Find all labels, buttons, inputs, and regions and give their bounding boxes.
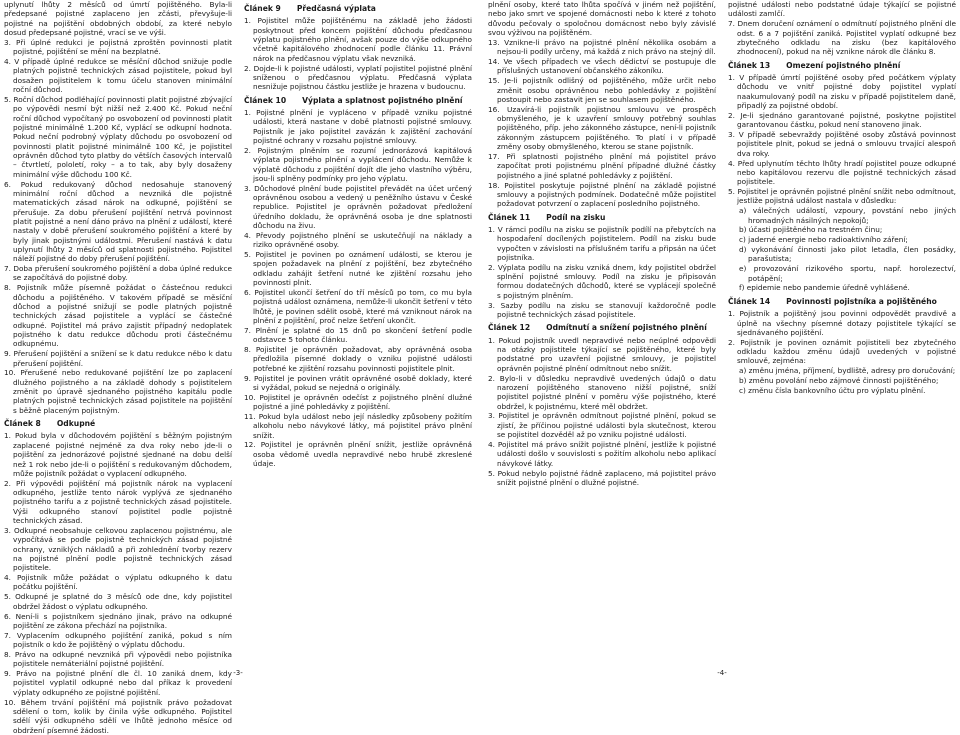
numbered-paragraph: 1. Pojistné plnění je vypláceno v případě vzniku pojistné události, která nastane v době platnosti pojistné smlouvy. Pojistník je jako pojistitel zavázán k zajištění zachování pojistné ochrany v rozsahu pojistné smlouvy. <box>244 107 472 145</box>
numbered-paragraph: 2. Při výpovědi pojištění má pojistník nárok na vyplacení odkupného, jestliže tento nárok vyplývá ze sjednaného pojistného tarifu a z pojistně technických zásad pojistitele. Výši odkupného stanoví pojistitel podle pojistně technických zásad. <box>4 478 232 526</box>
numbered-paragraph: 7. Doba přerušení soukromého pojištění a doba úplné redukce se započítává do pojistné doby. <box>4 264 232 283</box>
numbered-paragraph: 2. Je-li sjednáno garantované pojistné, poskytne pojistitel garantovanou částku, pokud není stanoveno jinak. <box>728 110 956 130</box>
article-title: Podíl na zisku <box>546 212 606 222</box>
numbered-paragraph: 2. Dojde-li k pojistné události, vyplatí pojistitel pojistné plnění sníženou o předčasnou výplatu. Předčasná výplata nesnižuje pojistnou částku jestliže je hrazena v budoucnu. <box>244 63 472 92</box>
numbered-paragraph: 7. Plnění je splatné do 15 dnů po skončení šetření podle odstavce 5 tohoto článku. <box>244 325 472 345</box>
numbered-paragraph: 4. V případě úplné redukce se měsíční důchod snižuje podle platných pojistně technických zásad pojistitele, pokud byl dosažen pojistitelem k tomu účelu stanoven minimální roční důchod. <box>4 57 232 95</box>
numbered-paragraph: 11. Pokud byla událost nebo její následky způsobeny požitím alkoholu nebo návykové látky, má pojistitel právo plnění snížit. <box>244 411 472 440</box>
numbered-paragraph: a) změnu jména, příjmení, bydliště, adresy pro doručování; <box>739 366 956 376</box>
article-title: Výplata a splatnost pojistného plnění <box>302 95 463 105</box>
numbered-paragraph: 9. Pojistitel je povinen vrátit oprávněné osobě doklady, které si vyžádal, pokud se nejedná o originály. <box>244 373 472 392</box>
article-title: Odmítnutí a snížení pojistného plnění <box>546 323 707 333</box>
paragraph: uplynutí lhůty 2 měsíců od úmrtí pojištěného. Byla-li předepsané pojistné zaplaceno jen zčásti, převyšuje-li pojistné na pojištění obdobných období, za které nebylo dosud předepsané pojistné, vrací se ve výši. <box>4 0 232 38</box>
numbered-paragraph: 9. Přerušení pojištění a snížení se k datu redukce něbo k datu přerušení pojištění. <box>4 349 232 368</box>
left-page-column-2 <box>244 0 472 662</box>
article-title: Odkupné <box>56 419 96 429</box>
article-heading <box>728 61 956 70</box>
article-heading <box>244 4 472 13</box>
numbered-paragraph: 1. Pojistník a pojištěný jsou povinni odpovědět pravdivě a úplně na všechny písemné dotazy pojistitele týkající se sjednávaného pojištění. <box>728 309 956 337</box>
numbered-paragraph: 3. Při úplné redukci je pojistná zproštěn povinnosti platit pojistné, pojištění se mění na bezplatné. <box>4 37 232 57</box>
article-number: Článek 10 <box>244 95 287 105</box>
numbered-paragraph: 14. Ve všech případech ve všech dědictví se postupuje dle příslušných ustanovení občanského zákoníku. <box>488 57 716 76</box>
numbered-paragraph: 13. Vznikne-li právo na pojistné plnění několika osobám a nejsou-li podíly určeny, má každá z nich právo na stejný díl. <box>488 37 716 57</box>
article-heading <box>4 419 232 428</box>
numbered-paragraph: 3. Pojistitel je oprávněn odmítnout pojistné plnění, pokud se zjistí, že příčinou pojistné události byla skutečnost, kterou se pojistitel dozvěděl až po vzniku pojistné události. <box>488 411 716 440</box>
numbered-paragraph: 4. Před uplynutím těchto lhůty hradí pojistitel pouze odkupné nebo kapitálovou rezervu dle pojistně technických zásad pojistitele. <box>728 158 956 187</box>
article-number: Článek 12 <box>488 323 531 333</box>
article-number: Článek 8 <box>4 419 41 429</box>
numbered-paragraph: 1. Pojistitel může pojištěnému na základě jeho žádosti poskytnout před koncem pojištění důchodu předčasnou výplatu pojistného plnění, avšak pouze do výše odkupného včetně kapitálového zhodnocení podle článku 11. Právní nárok na předčasnou výplatu však nevzniká. <box>244 16 472 63</box>
numbered-paragraph: 7. Vyplacením odkupného pojištění zaniká, pokud s ním pojistník o kdo že pojištěný o výplatu důchodu. <box>4 630 232 650</box>
page-number: -3- <box>233 669 243 677</box>
numbered-paragraph: 3. Důchodové plnění bude pojistitel převádět na účet určený oprávněnou osobou a vedený u peněžního ústavu v České republice. Pojistitel je oprávněn požadovat předložení úředního dokladu, že oprávněná osoba je dne splatnosti důchodu na živu. <box>244 183 472 231</box>
numbered-paragraph: 4. Převody pojistného plnění se uskutečňují na náklady a riziko oprávněné osoby. <box>244 230 472 250</box>
numbered-paragraph: 8. Právo na odkupné nevzniká při výpovědi nebo pojistníka pojistitele nemáteriální pojistné pojištění. <box>4 649 232 669</box>
numbered-paragraph: 7. Dnem doručení oznámení o odmítnutí pojistného plnění dle odst. 6 a 7 pojištění zaniká. Pojistitel vyplatí odkupné bez zbytečného odkladu na zisku (bez kapitálového zhodnocení), pokud na něj vznikne nárok dle článku 8. <box>728 19 956 57</box>
paragraph: pojistné události nebo podstatné údaje týkající se pojistné události zamlčí. <box>728 0 956 19</box>
left-page-column-1 <box>4 0 232 735</box>
numbered-paragraph: 2. Výplata podílu na zisku vzniká dnem, kdy pojistitel obdržel splnění pojistné smlouvy. Podíl na zisku je připisován formou dodatečných důchodů, které se vyplácejí společně s pojistným plněním. <box>488 262 716 300</box>
numbered-paragraph: 17. Při splatnosti pojistného plnění má pojistitel právo započítat proti pojistnému plnění případné dlužné částky pojistného a jiné splatné pohledávky z pojištění. <box>488 152 716 180</box>
article-number: Článek 13 <box>728 60 771 70</box>
numbered-paragraph: 3. Odkupné neobsahuje celkovou zaplacenou pojistnému, ale vypočítává se podle pojistně technických zásad pojistné ochrany, vzniklých nákladů a při zohlednění tvorby rezerv na pojistné plnění podle pojistně technických zásad pojistitele. <box>4 525 232 573</box>
numbered-paragraph: 3. V případě sebevraždy pojištěné osoby zůstává povinnost pojistitele plnit, pokud se jedná o smlouvu trvající alespoň dva roky. <box>728 129 956 158</box>
left-page <box>4 0 472 735</box>
numbered-paragraph: 2. Pojistník je povinen oznámit pojistiteli bez zbytečného odkladu každou změnu údajů uvedených v pojistné smlouvě, zejména: <box>728 337 956 366</box>
numbered-paragraph: 16. Uzavírá-li pojistník pojistnou smlouvu ve prospěch obmyšleného, je k uzavření smlouvy potřebný souhlas pojištěného, příp. jeho zákonného zástupce, není-li pojistník zákonným zástupcem pojištěného. To platí i v případě změny osoby obmyšleného, kterou se stane pojistník. <box>488 104 716 152</box>
right-page <box>488 0 956 678</box>
numbered-paragraph: 8. Pojistitel je oprávněn požadovat, aby oprávněná osoba předložila písemné doklady o vzniku pojistné události potřebné ke zjištění rozsahu povinnosti pojistitele plnit. <box>244 345 472 373</box>
numbered-paragraph: 10. Pojistitel je oprávněn odečíst z pojistného plnění dlužné pojistné a jiné pohledávky z pojištění. <box>244 392 472 412</box>
numbered-paragraph: 4. Pojistitel má právo snížit pojistné plnění, jestliže k pojistné události došlo v souvislosti s požitím alkoholu nebo aplikací návykové látky. <box>488 439 716 468</box>
numbered-paragraph: 18. Pojistitel poskytuje pojistné plnění na základě pojistné smlouvy a pojistných podmínek. Dodatečně může pojistitel požadovat potvrzení o zaplacení posledního pojistného. <box>488 180 716 209</box>
article-heading <box>244 96 472 105</box>
article-number: Článek 9 <box>244 4 281 13</box>
numbered-paragraph: 3. Sazby podílu na zisku se stanovují každoročně podle pojistně technických zásad pojistitele. <box>488 300 716 319</box>
numbered-paragraph: b) změnu povolání nebo zájmové činnosti pojištěného; <box>739 376 939 386</box>
right-page-column-2 <box>728 0 956 662</box>
page-number: -4- <box>717 669 727 677</box>
article-number: Článek 11 <box>488 212 531 222</box>
numbered-paragraph: 9. Právo na pojistné plnění dle čl. 10 zaniká dnem, kdy pojistitel vyplatil odkupné nebo dal příkaz k provedení výplaty odkupného ze pojistné pojištění. <box>4 669 232 697</box>
numbered-paragraph: b) účasti pojištěného na trestném činu; <box>739 225 883 235</box>
numbered-paragraph: f) epidemie nebo pandemie úředně vyhlášené. <box>739 283 910 293</box>
numbered-paragraph: 1. V případě úmrtí pojištěné osoby před počátkem výplaty důchodu ve vnitř pojistné doby pojistitel vyplatí naakumulovaný podíl na zisku v případě pojistitelem daně, připadlý za pojistné období. <box>728 72 956 110</box>
numbered-paragraph: 5. Odkupné je splatné do 3 měsíců ode dne, kdy pojistitel obdržel žádost o výplatu odkupného. <box>4 592 232 611</box>
numbered-paragraph: d) vykonávání činnosti jako pilot letadla, člen posádky, parašutista; <box>739 245 956 264</box>
numbered-paragraph: 5. Pokud nebylo pojistné řádně zaplaceno, má pojistitel právo snížit pojistné plnění o dlužné pojistné. <box>488 468 716 487</box>
numbered-paragraph: c) změnu čísla bankovního účtu pro výplatu plnění. <box>739 385 926 395</box>
numbered-paragraph: e) provozování rizikového sportu, např. horolezectví, potápění; <box>739 264 956 283</box>
article-number: Článek 14 <box>728 296 771 306</box>
article-heading <box>488 323 716 332</box>
numbered-paragraph: 10. Přerušené nebo redukované pojištění lze po zaplacení dlužného pojistného a na základě dohody s pojistitelem změnit po úpravě sjednaného pojistného kapitálu podle platných pojistně technických zásad pojistitele na pojištění s běžně placeným pojistným. <box>4 368 232 415</box>
numbered-paragraph: 5. Roční důchod podléhající povinnosti platit pojistné zbývající po výpovědi nesmí být nižší než 2.400 Kč. Pokud neční roční důchod vypočítaný po osvobození od povinnosti platit pojistné minimálně 1.200 Kč, vyplácí se odkupní hodnota. Pokud neční podrobný výplaty důchodu po osvobození od povinnosti platit pojistné minimálně 100 Kč, je pojistitel oprávněn důchod tyto platby do větších časových intervalů – čtvrtletí, pololetí, roky – a to tak, aby byly dosaženy minimální výše důchodu 100 Kč. <box>4 94 232 179</box>
numbered-paragraph: 2. Pojistným plněním se rozumí jednorázová kapitálová výplata pojistného plnění a vyplácení důchodu. Nemůže k výplatě důchodu z pojištění dojít dle jeho vlastního výběru, jsou-li splněny podmínky pro jeho výplatu. <box>244 145 472 183</box>
numbered-paragraph: c) jaderné energie nebo radioaktivního záření; <box>739 235 908 245</box>
numbered-paragraph: 2. Bylo-li v důsledku nepravdivě uvedených údajů o datu narození pojištěného stanoveno nižší pojistné, sníží pojistitel pojistné plnění v poměru výše pojistného, které obdržel, k pojistnému, které měl obdržet. <box>488 373 716 411</box>
numbered-paragraph: 6. Není-li s pojistníkem sjednáno jinak, právo na odkupné pojištění ze zákona přechází na pojistníka. <box>4 611 232 630</box>
numbered-paragraph: 6. Pokud redukovaný důchod nedosahuje stanovený minimální roční důchod a nevzniká dle pojistně matematických zásad nárok na odkupné, pojištění se přerušuje. Za dobu přerušení pojištění netrvá povinnost platit pojistné a není dáno právo na plnění z událostí, které nastaly v době přerušení soukromého pojištění a které by byly jinak pojistnými událostmi. Přerušení nastává k datu uplynutí lhůty 2 měsíců od splatnosti pojistného. Pojistitel náleží pojistné do doby přerušení pojištění. <box>4 179 232 264</box>
right-page-column-1 <box>488 0 716 662</box>
numbered-paragraph: a) válečných událostí, vzpoury, povstání nebo jiných hromadných násilných nepokojů; <box>739 206 956 225</box>
article-heading <box>728 297 956 306</box>
numbered-paragraph: 5. Pojistitel je oprávněn pojistné plnění snížit nebo odmítnout, jestliže pojistná událost nastala v důsledku: <box>728 187 956 206</box>
article-heading <box>488 213 716 222</box>
numbered-paragraph: 1. Pokud byla v důchodovém pojištění s běžným pojistným zaplacené pojistné nejméně za dva roky nebo jde-li o pojištění za jednorázové pojistné sjednané na dobu delší než 1 rok nebo jde-li o pojištění s redukovaným důchodem, může pojistník požádat o vyplacení odkupného. <box>4 431 232 478</box>
numbered-paragraph: 12. Pojistitel je oprávněn plnění snížit, jestliže oprávněná osoba vědomě uvedla nepravdivé nebo hrubě zkreslené údaje. <box>244 440 472 469</box>
numbered-paragraph: 10. Během trvání pojištění má pojistník právo požadovat sdělení o tom, kolik by činila výše odkupného. Pojistitel sdělí výši odkupného sdělí ve lhůtě jednoho měsíce od obdržení písemné žádosti. <box>4 697 232 735</box>
article-title: Omezení pojistného plnění <box>786 60 901 70</box>
article-title: Povinnosti pojistníka a pojištěného <box>786 296 937 306</box>
numbered-paragraph: 1. V rámci podílu na zisku se pojistník podílí na přebytcích na hospodaření docílených pojistitelem. Podíl na zisku bude vypočten v závislosti na příslušném tarifu a připsán na účet pojistníka. <box>488 224 716 262</box>
numbered-paragraph: 6. Pojistitel ukončí šetření do tří měsíců po tom, co mu byla pojistná událost oznámena, nemůže-li ukončit šetření v této lhůtě, je povinen sdělit osobě, které má vzniknout nárok na plnění z pojištění, proč nelze šetření ukončit. <box>244 287 472 325</box>
numbered-paragraph: 15. Je-li pojistník odlišný od pojištěného, může určit nebo změnit osobu oprávněnou nebo pohledávky z pojištění postoupit nebo zastavit jen se souhlasem pojištěného. <box>488 76 716 104</box>
numbered-paragraph: 5. Pojistitel je povinen po oznámení události, se kterou je spojen požadavek na plnění z pojištění, bez zbytečného odkladu zahájit šetření nutné ke zjištění rozsahu jeho povinnosti plnit. <box>244 250 472 288</box>
paragraph: plnění osoby, které tato lhůta spočívá v jiném než pojištění, nebo jako smrt ve spojené domácnosti nebo k které z tohoto důvodu pečovaly o spoločnou domácnost nebo byly závislé svou výživou na pojištěném. <box>488 0 716 38</box>
numbered-paragraph: 1. Pokud pojistník uvedl nepravdivé nebo neúplné odpovědi na otázky pojistitele týkající se pojištěného, které byly podstatné pro uzavření pojistné smlouvy, je pojistitel oprávněn pojistné plnění odmítnout nebo snížit. <box>488 335 716 373</box>
article-title: Předčasná výplata <box>296 4 376 13</box>
numbered-paragraph: 4. Pojistník může požádat o výplatu odkupného k datu počátku pojištění. <box>4 573 232 592</box>
numbered-paragraph: 8. Pojistník může písemně požádat o částečnou redukci důchodu a pojištěného. V takovém případě se měsíční důchod a pojistné snižují se podle platných pojistně technických zásad pojistitele a vyplácí se částečné odkupné. Pojistitel má právo zajistit případný nedoplatek pojistného k datu redukce důchodu proti částečnému odkupnému. <box>4 283 232 349</box>
